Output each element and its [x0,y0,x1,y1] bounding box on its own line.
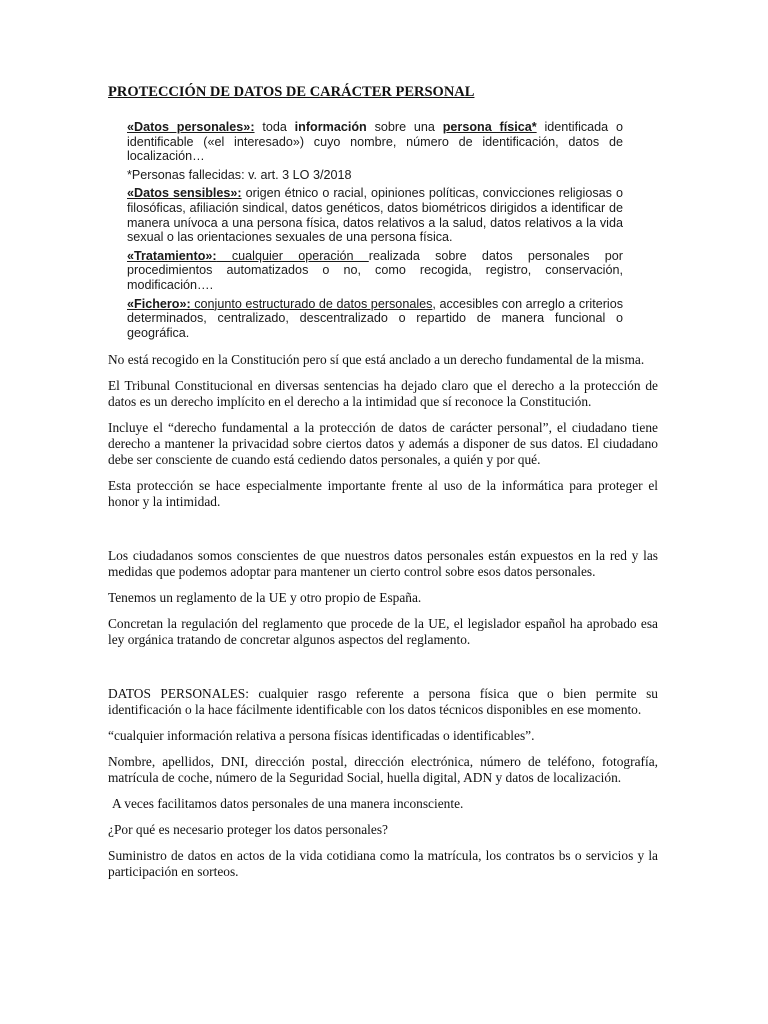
paragraph: Incluye el “derecho fundamental a la protección de datos de carácter personal”, el ciudadano tiene derecho a mantener la privacidad sobre ciertos datos y además a disponer de sus datos. El ciudadano debe ser consciente de cuando está cediendo datos personales, a quién y por qué. [108,420,658,467]
definition-text: origen étnico o racial, opiniones políticas, convicciones religiosas o filosóficas, afiliación sindical, datos genéticos, datos biométricos dirigidos a identificar de manera unívoca a una persona física, datos relativos a la salud, datos relativos a la vida sexual o las orientaciones sexuales de una persona física. [127,186,623,245]
definitions-box [127,120,623,344]
definition-text: , accesibles con arreglo a criterios determinados, centralizado, descentralizado o repartido de manera funcional o geográfica. [127,296,623,340]
paragraph: Los ciudadanos somos conscientes de que nuestros datos personales están expuestos en la red y las medidas que podemos adoptar para mantener un cierto control sobre esos datos personales. [108,548,658,579]
definition-datos-personales [127,120,623,164]
paragraph-question: ¿Por qué es necesario proteger los datos personales? [108,822,388,837]
paragraph: “cualquier información relativa a persona físicas identificadas o identificables”. [108,728,535,743]
paragraph: No está recogido en la Constitución pero sí que está anclado a un derecho fundamental de la misma. [108,352,645,367]
paragraph: Tenemos un reglamento de la UE y otro propio de España. [108,590,422,605]
spacer [108,658,658,686]
paragraph: A veces facilitamos datos personales de una manera inconsciente. [112,796,464,811]
definition-bold-text: información [294,120,367,134]
paragraph: Esta protección se hace especialmente importante frente al uso de la informática para proteger el honor y la intimidad. [108,478,658,509]
definition-text: realizada sobre datos personales por procedimientos automatizados o no, como recogida, registro, conservación, modificación…. [127,248,623,292]
definition-tratamiento [127,249,623,293]
definition-underlined-text: persona física* [442,120,537,134]
spacer [108,520,658,548]
definition-fichero [127,297,623,341]
term-datos-personales: «Datos personales»: [127,120,255,134]
paragraph: El Tribunal Constitucional en diversas sentencias ha dejado claro que el derecho a la protección de datos es un derecho implícito en el derecho a la intimidad que sí reconoce la Constitución. [108,378,658,409]
term-fichero: «Fichero»: [127,296,191,311]
definition-text: identificada o identificable («el interesado») cuyo nombre, número de identificación, datos de localización… [127,120,623,164]
definition-text: toda [254,120,295,134]
definition-underlined-text: conjunto estructurado de datos personales [190,296,433,311]
page-title: PROTECCIÓN DE DATOS DE CARÁCTER PERSONAL [108,84,475,100]
paragraph: Suministro de datos en actos de la vida cotidiana como la matrícula, los contratos bs o servicios y la participación en sorteos. [108,848,658,879]
note-personas-fallecidas: *Personas fallecidas: v. art. 3 LO 3/2018 [127,167,352,182]
body-text [108,352,658,890]
definition-underlined-text: cualquier operación [216,248,369,263]
paragraph-datos-personales: DATOS PERSONALES: cualquier rasgo referente a persona física que o bien permite su identificación o la hace fácilmente identificable con los datos técnicos disponibles en ese momento. [108,686,658,717]
term-datos-sensibles: «Datos sensibles»: [127,186,242,201]
paragraph: Concretan la regulación del reglamento que procede de la UE, el legislador español ha aprobado esa ley orgánica tratando de concretar algunos aspectos del reglamento. [108,616,658,647]
definition-text: sobre una [366,120,443,134]
definition-datos-sensibles [127,186,623,244]
term-tratamiento: «Tratamiento»: [127,248,217,263]
paragraph: Nombre, apellidos, DNI, dirección postal, dirección electrónica, número de teléfono, fotografía, matrícula de coche, número de la Seguridad Social, huella digital, ADN y datos de localización. [108,754,658,785]
